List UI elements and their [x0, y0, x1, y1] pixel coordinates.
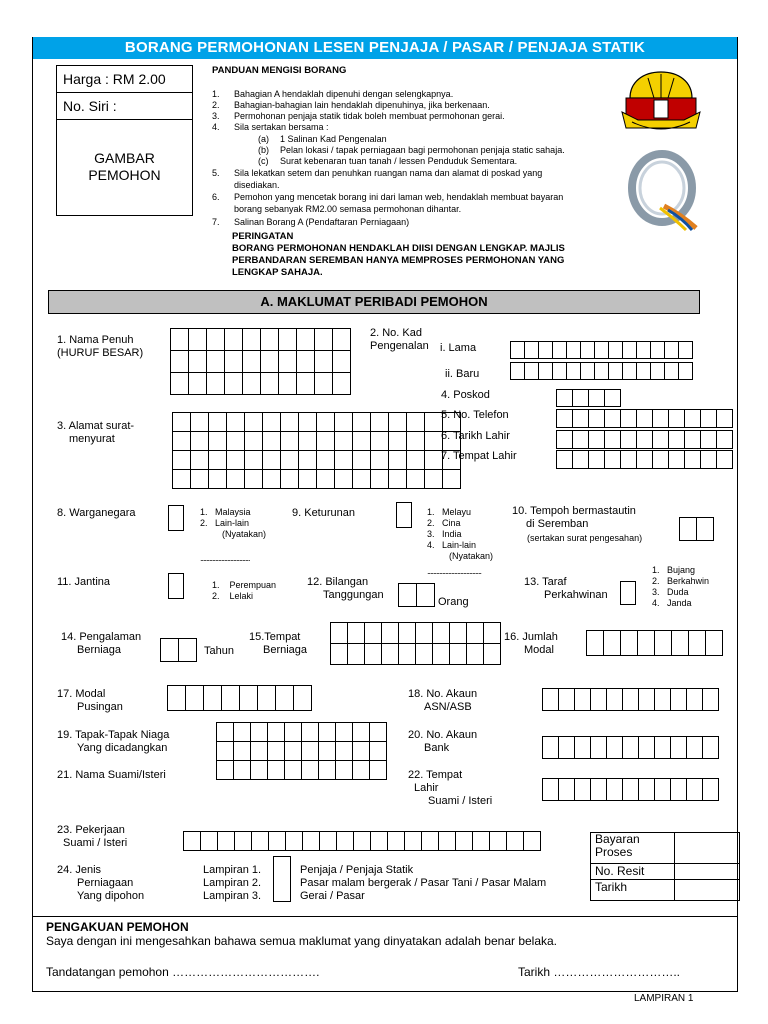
info-box	[56, 65, 193, 216]
label-orang: Orang	[438, 596, 469, 608]
jantina-box[interactable]	[168, 573, 184, 599]
label-akaun-bank: 20. No. Akaun Bank	[408, 729, 478, 754]
guide-item: (b) Pelan lokasi / tapak perniagaan bagi permohonan penjaja static sahaja.	[258, 145, 565, 155]
label-tempoh-note: (sertakan surat pengesahan)	[527, 533, 643, 543]
label-pekerjaan: 23. Pekerjaan Suami / Isteri	[57, 824, 128, 849]
label-baru: ii. Baru	[445, 368, 480, 380]
warganegara-box[interactable]	[168, 505, 184, 531]
council-crest-icon	[618, 68, 704, 138]
grid-jumlah-modal[interactable]	[586, 630, 723, 656]
declaration-text: Saya dengan ini mengesahkan bahawa semua maklumat yang dinyatakan adalah benar belaka.	[46, 934, 558, 948]
tarikh-label: Tarikh	[591, 880, 675, 901]
label-tempat-lahir: 7. Tempat Lahir	[441, 450, 517, 462]
label-jantina: 11. Jantina	[57, 576, 111, 588]
grid-nama-penuh[interactable]	[170, 328, 351, 395]
bayaran-proses-label: Bayaran Proses	[591, 833, 675, 864]
grid-pengalaman[interactable]	[160, 638, 197, 662]
guide-item: 3. Permohonan penjaja statik tidak boleh membuat permohonan gerai.	[212, 111, 505, 121]
warning-block: PERINGATAN BORANG PERMOHONAN HENDAKLAH DIISI DENGAN LENGKAP. MAJLIS PERBANDARAN SEREMBAN HANYA MEMPROSES PERMOHONAN YANG LENGKAP SAHAJA.	[232, 231, 565, 278]
grid-pekerjaan[interactable]	[183, 831, 541, 851]
signature-line[interactable]: Tandatangan pemohon ……………………………….	[46, 965, 320, 979]
label-tempat-berniaga: 15.Tempat Berniaga	[249, 631, 308, 656]
grid-modal-pusingan[interactable]	[167, 685, 312, 711]
quality-q-logo-icon	[626, 150, 700, 232]
grid-poskod[interactable]	[556, 389, 621, 407]
label-warganegara: 8. Warganegara	[57, 507, 136, 519]
guide-item: 7. Salinan Borang A (Pendaftaran Perniagaan)	[212, 217, 410, 227]
no-resit-value[interactable]	[675, 864, 740, 880]
grid-telefon[interactable]	[556, 409, 733, 428]
guide-title: PANDUAN MENGISI BORANG	[212, 65, 347, 76]
guide-item: 5. Sila lekatkan setem dan penuhkan ruangan nama dan alamat di poskad yang	[212, 168, 543, 178]
grid-kad-baru[interactable]	[510, 362, 693, 380]
grid-akaun-bank[interactable]	[542, 736, 719, 759]
grid-tempat-berniaga[interactable]	[330, 622, 501, 665]
lampiran-descriptions: Penjaja / Penjaja Statik Pasar malam bergerak / Pasar Tani / Pasar Malam Gerai / Pasar	[300, 864, 547, 902]
grid-tempat-lahir-suami[interactable]	[542, 778, 719, 801]
grid-tanggungan[interactable]	[398, 583, 435, 607]
guide-item: 2. Bahagian-bahagian lain hendaklah dipenuhinya, jika berkenaan.	[212, 100, 490, 110]
taraf-options: 1. Bujang 2. Berkahwin 3. Duda 4. Janda	[652, 565, 710, 608]
serial-number-field[interactable]: No. Siri :	[57, 93, 192, 120]
grid-asn[interactable]	[542, 688, 719, 711]
grid-kad-lama[interactable]	[510, 341, 693, 359]
lampiran-labels: Lampiran 1. Lampiran 2. Lampiran 3.	[203, 864, 262, 902]
guide-item: (a) 1 Salinan Kad Pengenalan	[258, 134, 387, 144]
label-kad-pengenalan: 2. No. Kad Pengenalan	[370, 327, 429, 352]
declaration-divider	[32, 916, 738, 917]
label-keturunan: 9. Keturunan	[292, 507, 355, 519]
guide-item: (c) Surat kebenaran tuan tanah / lessen Penduduk Sementara.	[258, 156, 518, 166]
grid-tarikh-lahir[interactable]	[556, 430, 733, 449]
taraf-box[interactable]	[620, 581, 636, 605]
payment-table	[590, 832, 740, 901]
date-line[interactable]: Tarikh …………………………..	[518, 965, 681, 979]
section-a-title: A. MAKLUMAT PERIBADI PEMOHON	[48, 290, 700, 314]
label-tahun: Tahun	[204, 645, 234, 657]
form-title: BORANG PERMOHONAN LESEN PENJAJA / PASAR / PENJAJA STATIK	[33, 37, 737, 59]
guide-item: 6. Pemohon yang mencetak borang ini dari laman web, hendaklah membuat bayaran	[212, 192, 564, 202]
guide-item: 1. Bahagian A hendaklah dipenuhi dengan selengkapnya.	[212, 89, 454, 99]
label-alamat: 3. Alamat surat- menyurat	[57, 420, 135, 445]
label-nama-suami-isteri: 21. Nama Suami/Isteri	[57, 769, 166, 781]
no-resit-label: No. Resit	[591, 864, 675, 880]
label-tempoh: 10. Tempoh bermastautin di Seremban	[512, 505, 636, 530]
label-modal-pusingan: 17. Modal Pusingan	[57, 688, 123, 713]
label-jumlah-modal: 16. Jumlah Modal	[504, 631, 558, 656]
label-lama: i. Lama	[440, 342, 477, 354]
jantina-options: 1. Perempuan 2. Lelaki	[212, 580, 277, 601]
photo-placeholder[interactable]: GAMBAR PEMOHON	[88, 150, 161, 183]
price-label: Harga : RM 2.00	[57, 66, 192, 93]
keturunan-box[interactable]	[396, 502, 412, 528]
keturunan-options: 1. Melayu 2. Cina 3. India 4. Lain-lain (Nyatakan)	[427, 507, 494, 561]
grid-tempoh[interactable]	[679, 517, 714, 541]
jenis-perniagaan-box[interactable]	[273, 856, 291, 902]
label-poskod: 4. Poskod	[441, 389, 490, 401]
grid-alamat[interactable]	[172, 412, 461, 489]
label-nama-penuh: 1. Nama Penuh (HURUF BESAR)	[57, 334, 144, 359]
label-jenis-perniagaan: 24. Jenis Perniagaan Yang dipohon	[57, 864, 145, 902]
label-tarikh-lahir: 6. Tarikh Lahir	[441, 430, 510, 442]
grid-tempat-lahir[interactable]	[556, 450, 733, 469]
label-tanggungan: 12. Bilangan Tanggungan	[307, 576, 384, 601]
tarikh-value[interactable]	[675, 880, 740, 901]
guide-item: 4. Sila sertakan bersama :	[212, 122, 329, 132]
footer-lampiran: LAMPIRAN 1	[634, 993, 694, 1004]
label-telefon: 5. No. Telefon	[441, 409, 509, 421]
label-asn: 18. No. Akaun ASN/ASB	[408, 688, 478, 713]
label-pengalaman: 14. Pengalaman Berniaga	[61, 631, 142, 656]
label-tapak-niaga: 19. Tapak-Tapak Niaga Yang dicadangkan	[57, 729, 170, 754]
label-tempat-lahir-suami: 22. Tempat Lahir Suami / Isteri	[408, 769, 493, 807]
declaration-title: PENGAKUAN PEMOHON	[46, 920, 189, 934]
label-taraf: 13. Taraf Perkahwinan	[524, 576, 608, 601]
bayaran-proses-value[interactable]	[675, 833, 740, 864]
grid-tapak-niaga[interactable]	[216, 722, 387, 780]
warganegara-options: 1. Malaysia 2. Lain-lain (Nyatakan)	[200, 507, 267, 539]
